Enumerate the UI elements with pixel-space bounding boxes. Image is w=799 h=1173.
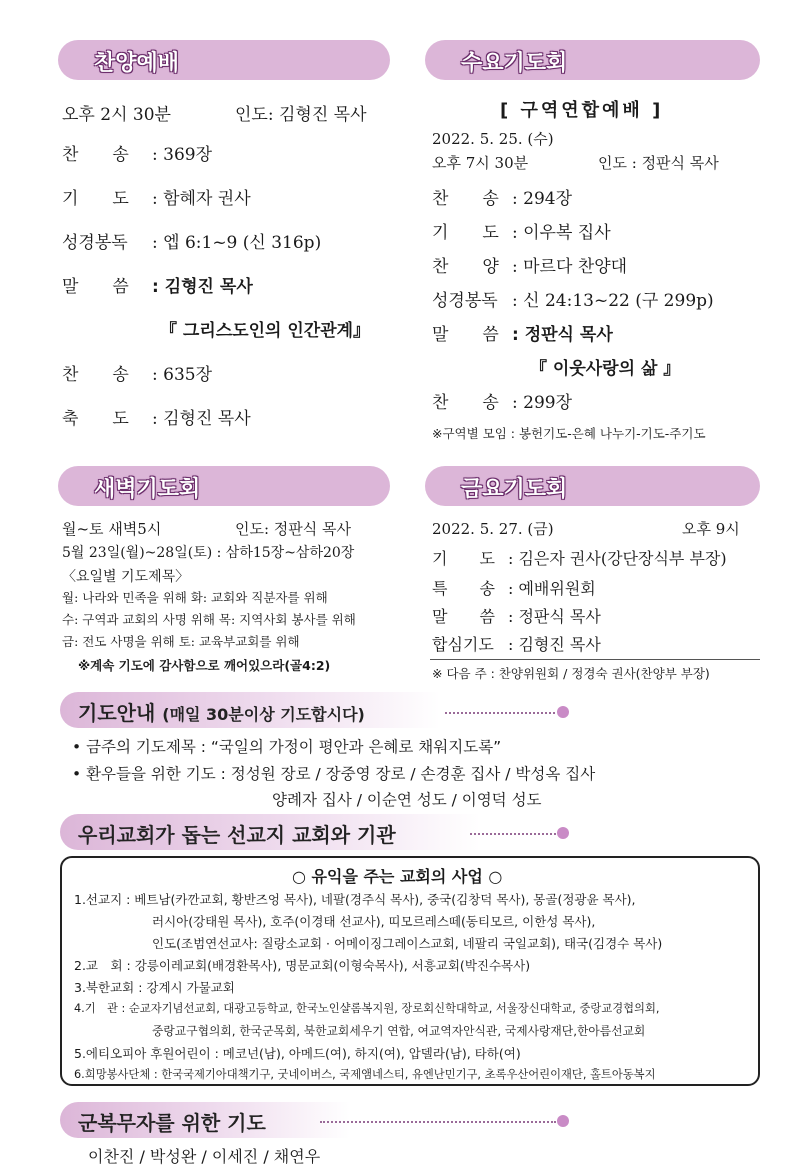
dawn-time: 월~토 새벽5시 bbox=[62, 520, 162, 538]
dawn-topic: 수: 구역과 교회의 사명 위해 목: 지역사회 봉사를 위해 bbox=[62, 612, 356, 627]
friday-item-label: 기 도 bbox=[432, 549, 495, 568]
sunday-time-text: 오후 2시 30분 bbox=[62, 105, 171, 125]
wednesday-title: 수요기도회 bbox=[461, 51, 568, 76]
wednesday-item-value: : 마르다 찬양대 bbox=[512, 257, 628, 277]
sunday-item-reading bbox=[62, 228, 321, 253]
military-names: 이찬진 / 박성완 / 이세진 / 채연우 bbox=[88, 1147, 321, 1166]
wednesday-item bbox=[432, 286, 714, 311]
wednesday-item-value: : 299장 bbox=[512, 393, 573, 413]
sunday-item-label: 말 씀 bbox=[62, 277, 129, 297]
wednesday-item bbox=[432, 184, 572, 209]
sunday-item-value: : 김형진 목사 bbox=[152, 409, 251, 429]
prayer-guide-title bbox=[78, 697, 365, 726]
sunday-item-sermon bbox=[62, 272, 253, 297]
friday-date: 2022. 5. 27. (금) bbox=[432, 520, 554, 538]
wednesday-item-label: 기 도 bbox=[432, 223, 499, 243]
sunday-item-value: : 김형진 목사 bbox=[152, 277, 253, 297]
friday-item bbox=[432, 604, 601, 627]
wednesday-item bbox=[432, 320, 613, 345]
prayer-guide-patients-cont: 양례자 집사 / 이순연 성도 / 이영덕 성도 bbox=[272, 791, 542, 809]
sunday-leader: 인도: 김형진 목사 bbox=[235, 105, 367, 125]
missions-dots bbox=[470, 833, 556, 835]
sunday-item-hymn bbox=[62, 140, 212, 165]
missions-line: 6.희망봉사단체 : 한국국제기아대책기구, 굿네이버스, 국제앰네스티, 유엔난민기구, 초록우산어린이재단, 홀트아동복지 bbox=[74, 1068, 656, 1081]
sunday-item-label: 축 도 bbox=[62, 409, 129, 429]
friday-time: 오후 9시 bbox=[682, 520, 740, 538]
wednesday-leader: 인도 : 정판식 목사 bbox=[598, 154, 719, 172]
friday-item-value: : 정판식 목사 bbox=[508, 607, 601, 626]
friday-item-label: 특 송 bbox=[432, 579, 495, 598]
friday-item-label: 말 씀 bbox=[432, 607, 495, 626]
missions-box-title: ○ 유익을 주는 교회의 사업 ○ bbox=[292, 867, 503, 886]
friday-header bbox=[425, 466, 760, 506]
sunday-item-value: : 635장 bbox=[152, 365, 213, 385]
friday-item-value: : 예배위원회 bbox=[508, 579, 596, 598]
missions-dot bbox=[557, 827, 569, 839]
missions-title: 우리교회가 돕는 선교지 교회와 기관 bbox=[78, 823, 396, 847]
wednesday-header bbox=[425, 40, 760, 80]
friday-item bbox=[432, 546, 727, 569]
sunday-item-label: 성경봉독 bbox=[62, 233, 128, 253]
missions-line: 러시아(강태원 목사), 호주(이경태 선교사), 띠모르레스떼(동티모르, 이한성 목사), bbox=[152, 914, 596, 929]
wednesday-item-label: 말 씀 bbox=[432, 325, 499, 345]
dawn-verse: ※계속 기도에 감사함으로 깨어있으라(골4:2) bbox=[78, 658, 331, 673]
dawn-topics-header: 〈요일별 기도제목〉 bbox=[62, 569, 190, 585]
missions-line: 1.선교지 : 베트남(카깐교회, 황반즈엉 목사), 네팔(경주식 목사), 중국(김창덕 목사), 몽골(정광윤 목사), bbox=[74, 892, 636, 907]
military-dots bbox=[320, 1121, 556, 1123]
friday-item bbox=[432, 632, 601, 655]
sunday-item-label: 찬 송 bbox=[62, 145, 129, 165]
sunday-item-value: : 369장 bbox=[152, 145, 213, 165]
missions-line: 인도(조범연선교사: 질랑소교회 · 어메이징그레이스교회, 네팔리 국일교회), 태국(김경수 목사) bbox=[152, 936, 663, 951]
friday-item bbox=[432, 576, 596, 599]
dawn-title: 새벽기도회 bbox=[94, 477, 201, 502]
wednesday-item-label: 찬 양 bbox=[432, 257, 499, 277]
missions-line: 4.기 관 : 순교자기념선교회, 대광고등학교, 한국노인샬롬복지원, 장로회신학대학교, 서울장신대학교, 중랑교경협의회, bbox=[74, 1002, 660, 1015]
sunday-time bbox=[62, 100, 171, 125]
friday-item-value: : 김은자 권사(강단장식부 부장) bbox=[508, 549, 727, 568]
wednesday-item bbox=[432, 252, 627, 277]
wednesday-item-value: : 신 24:13~22 (구 299p) bbox=[512, 291, 714, 311]
friday-item-value: : 김형진 목사 bbox=[508, 635, 601, 654]
military-header bbox=[60, 1102, 350, 1138]
wednesday-item bbox=[432, 388, 572, 413]
military-dot bbox=[557, 1115, 569, 1127]
sunday-title: 찬양예배 bbox=[94, 51, 180, 76]
sunday-item-value: : 함혜자 권사 bbox=[152, 189, 251, 209]
wednesday-note: ※구역별 모임 : 봉헌기도-은혜 나누기-기도-주기도 bbox=[432, 426, 706, 441]
dawn-header bbox=[58, 466, 390, 506]
prayer-guide-title-sub: (매일 30분이상 기도합시다) bbox=[162, 705, 365, 724]
wednesday-item-label: 찬 송 bbox=[432, 393, 499, 413]
sunday-header bbox=[58, 40, 390, 80]
friday-title: 금요기도회 bbox=[461, 477, 568, 502]
dawn-reading: 5월 23일(월)~28일(토) : 삼하15장~삼하20장 bbox=[62, 545, 355, 561]
prayer-guide-dots bbox=[445, 712, 555, 714]
wednesday-subtitle: [ 구역연합예배 ] bbox=[500, 100, 664, 121]
missions-line: 5.에티오피아 후원어린이 : 메코넌(남), 아메드(여), 하지(여), 압델라(남), 타하(여) bbox=[74, 1046, 521, 1061]
wednesday-item-value: : 이우복 집사 bbox=[512, 223, 611, 243]
dawn-topic: 월: 나라와 민족을 위해 화: 교회와 직분자를 위해 bbox=[62, 590, 328, 605]
missions-line: 2.교 회 : 강릉이레교회(배경환목사), 명문교회(이형숙목사), 서흥교회(박진수목사) bbox=[74, 958, 531, 973]
prayer-guide-topic: • 금주의 기도제목 : “국일의 가정이 평안과 은혜로 채워지도록” bbox=[72, 738, 502, 756]
wednesday-item-label: 찬 송 bbox=[432, 189, 499, 209]
friday-note: ※ 다음 주 : 찬양위원회 / 정경숙 권사(찬양부 부장) bbox=[432, 666, 710, 681]
sunday-item-label: 찬 송 bbox=[62, 365, 129, 385]
dawn-topic: 금: 전도 사명을 위해 토: 교육부교회를 위해 bbox=[62, 634, 300, 649]
prayer-guide-patients: • 환우들을 위한 기도 : 정성원 장로 / 장중영 장로 / 손경훈 집사 / 박성옥 집사 bbox=[72, 765, 596, 783]
military-title: 군복무자를 위한 기도 bbox=[78, 1111, 266, 1135]
missions-header bbox=[60, 814, 480, 850]
sunday-sermon-title: 『 그리스도인의 인간관계』 bbox=[160, 321, 371, 341]
wednesday-item-value: : 294장 bbox=[512, 189, 573, 209]
sunday-item-prayer bbox=[62, 184, 251, 209]
prayer-guide-header bbox=[60, 692, 440, 728]
sunday-item-value: : 엡 6:1~9 (신 316p) bbox=[152, 233, 322, 253]
prayer-guide-title-main: 기도안내 bbox=[78, 701, 156, 725]
sunday-item-label: 기 도 bbox=[62, 189, 129, 209]
missions-box bbox=[60, 856, 760, 1086]
sunday-item-benediction bbox=[62, 404, 251, 429]
wednesday-time: 오후 7시 30분 bbox=[432, 154, 529, 172]
friday-divider bbox=[430, 659, 760, 660]
friday-item-label: 합심기도 bbox=[432, 635, 494, 654]
sunday-item-hymn2 bbox=[62, 360, 212, 385]
missions-line: 3.북한교회 : 강계시 가물교회 bbox=[74, 980, 235, 995]
prayer-guide-dot bbox=[557, 706, 569, 718]
wednesday-item bbox=[432, 218, 611, 243]
missions-line: 중랑교구협의회, 한국군목회, 북한교회세우기 연합, 여교역자안식관, 국제사랑재단,한아름선교회 bbox=[152, 1024, 646, 1038]
wednesday-item-label: 성경봉독 bbox=[432, 291, 498, 311]
wednesday-item-value: : 정판식 목사 bbox=[512, 325, 613, 345]
wednesday-date: 2022. 5. 25. (수) bbox=[432, 130, 554, 148]
dawn-leader: 인도: 정판식 목사 bbox=[235, 520, 352, 538]
wednesday-sermon-title: 『 이웃사랑의 삶 』 bbox=[530, 359, 681, 379]
